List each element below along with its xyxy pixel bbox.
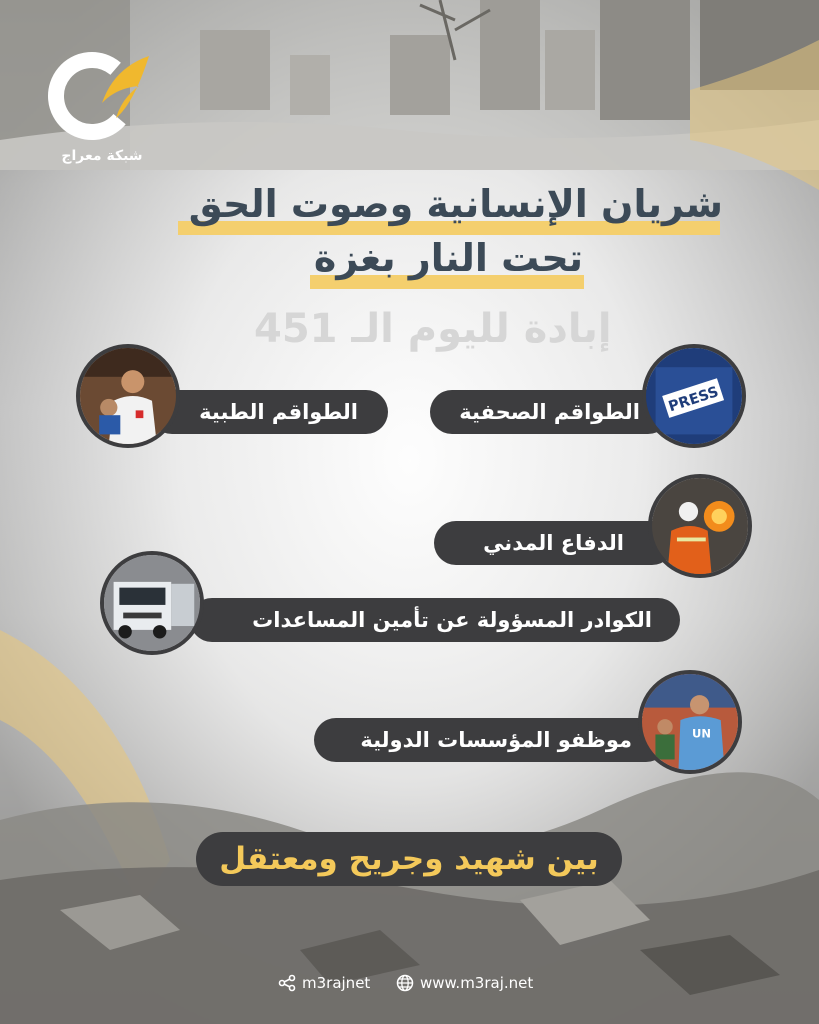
group-pill-medical xyxy=(150,390,388,434)
group-label-press: الطواقم الصحفية xyxy=(459,400,640,424)
day-count-subtitle: إبادة لليوم الـ 451 xyxy=(254,306,612,352)
website-link[interactable] xyxy=(396,974,533,992)
group-pill-international-staff xyxy=(314,718,668,762)
group-label-civil-defense: الدفاع المدني xyxy=(483,531,624,555)
civil-defense-photo xyxy=(648,474,752,578)
tagline-banner: بين شهيد وجريح ومعتقل xyxy=(196,832,622,886)
headline-line-2: تحت النار بغزة xyxy=(313,236,583,280)
brand-name: شبكة معراج xyxy=(61,148,143,164)
svg-text:UN: UN xyxy=(692,726,712,741)
group-pill-civil-defense xyxy=(434,521,674,565)
aid-truck-photo xyxy=(100,551,204,655)
medic-photo xyxy=(76,344,180,448)
headline-line-1: شريان الإنسانية وصوت الحق xyxy=(188,182,723,226)
group-label-aid: الكوادر المسؤولة عن تأمين المساعدات xyxy=(252,608,652,632)
group-label-international-staff: موظفو المؤسسات الدولية xyxy=(360,728,632,752)
share-icon xyxy=(278,974,296,992)
group-pill-press xyxy=(430,390,670,434)
group-label-medical: الطواقم الطبية xyxy=(199,400,358,424)
social-handle-text: m3rajnet xyxy=(302,974,371,992)
svg-text:PRESS: PRESS xyxy=(666,384,721,416)
social-handle[interactable] xyxy=(278,974,370,992)
website-text: www.m3raj.net xyxy=(420,974,534,992)
footer xyxy=(0,974,819,998)
group-pill-aid xyxy=(190,598,680,642)
un-worker-photo xyxy=(638,670,742,774)
globe-icon xyxy=(396,974,414,992)
gold-accent-top-right xyxy=(690,0,819,190)
press-vest-photo xyxy=(642,344,746,448)
